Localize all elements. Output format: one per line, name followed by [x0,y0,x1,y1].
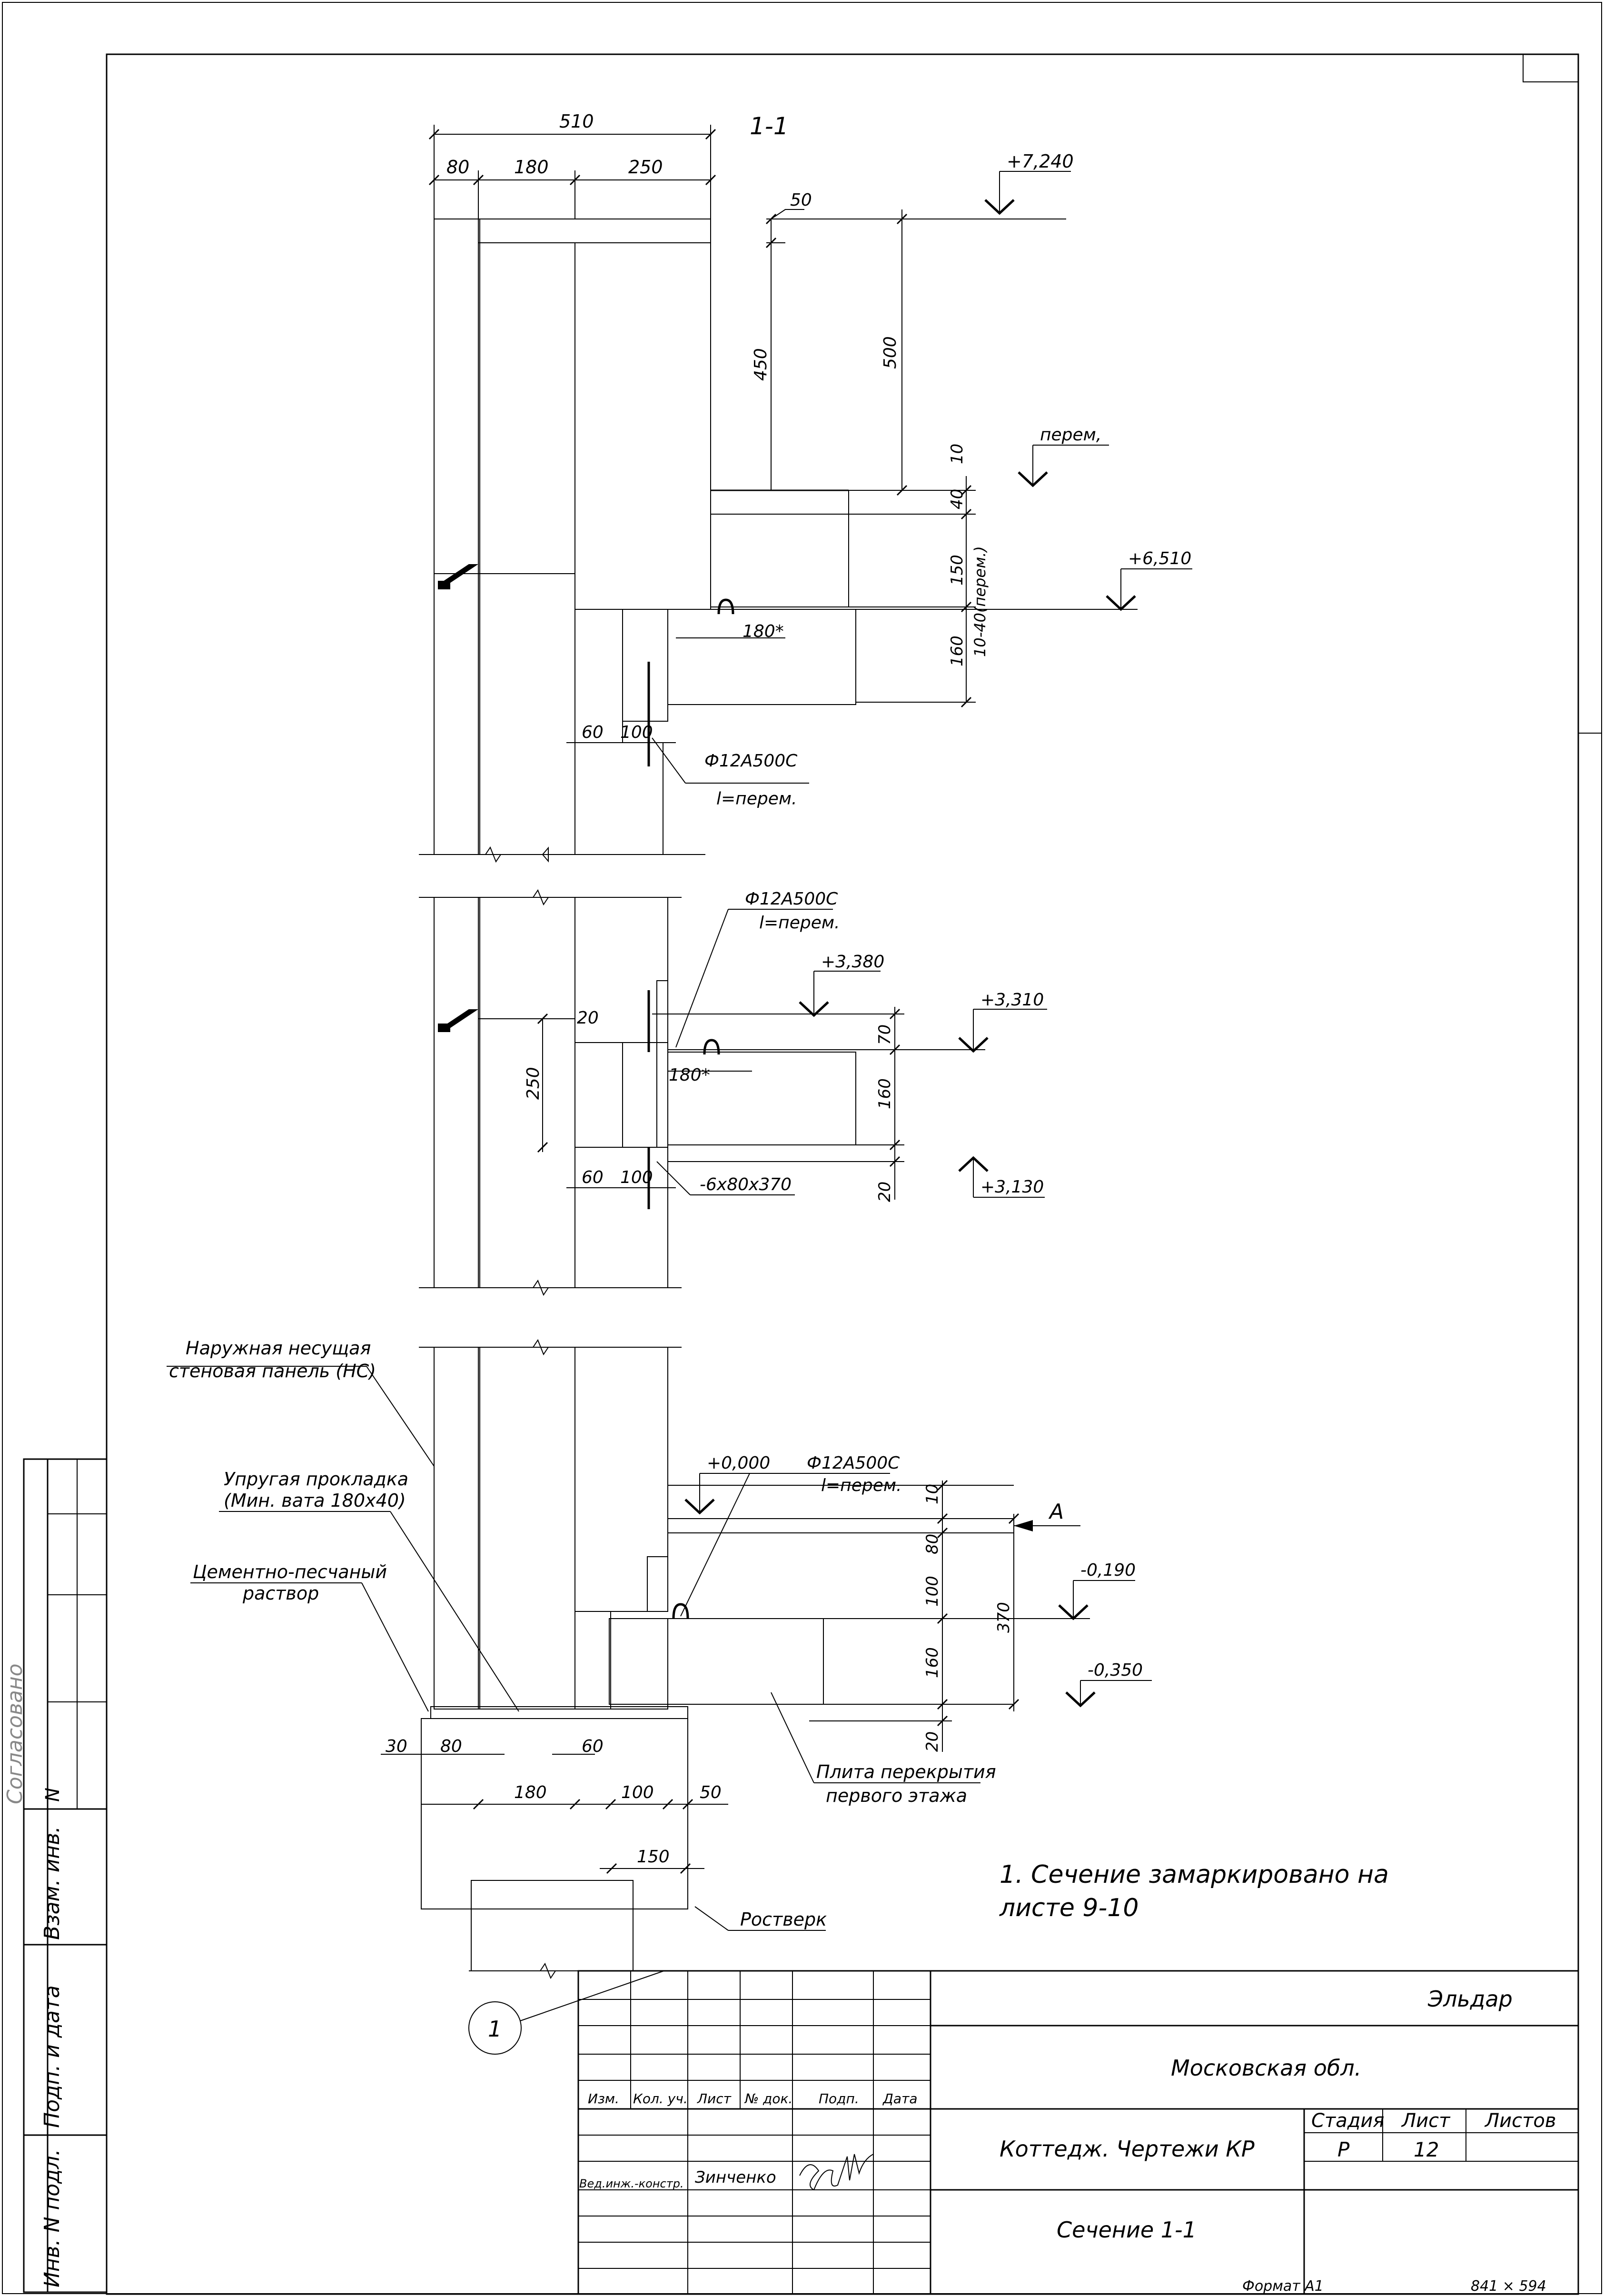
callout-slab-line2: первого этажа [826,1785,968,1806]
dim-70-mid: 70 [875,1024,894,1045]
stamp-n: N [42,1788,64,1802]
col-izm: Изм. [588,2091,619,2107]
sheet-outer-border [2,2,1602,2294]
stamp-inv-orig: Инв. N подл. [40,2149,64,2287]
dim-100-found: 100 [621,1783,654,1802]
dim-40: 40 [948,488,967,509]
middle-slab [668,1040,856,1145]
detail-bubble [469,1971,664,2054]
level-mark-0000 [685,1453,771,1513]
dim-160: 160 [948,636,967,666]
dim-20-mid: 20 [577,1008,599,1028]
level-mark-3130 [959,1158,1045,1197]
rebar-upper-label [652,738,809,808]
rebar-upper-text: Ф12А500С [704,751,798,771]
dim-80: 80 [446,157,470,178]
note-line2: листе 9-10 [1000,1894,1139,1922]
sheet-label: Лист [1402,2110,1450,2132]
rebar-mid-text: Ф12А500С [745,889,838,909]
callout-slab-line1: Плита перекрытия [816,1761,996,1782]
level-mark-3310 [895,990,1047,1051]
dim-180-mid: 180* [669,1065,710,1085]
level-upper-slab: +6,510 [1128,549,1192,568]
dim-160-low: 160 [923,1647,942,1678]
col-list: Лист [697,2091,731,2107]
stamp-sign-date: Подп. и дата [40,1985,64,2128]
middle-dimensions [524,1007,904,1202]
level-floor-var: перем, [1040,425,1102,445]
dim-50-found: 50 [700,1783,722,1802]
dim-500: 500 [881,336,900,369]
callout-mortar-line2: раствор [243,1583,319,1604]
rebar-mid-length: l=перем. [759,913,840,933]
signature-mark [800,2154,873,2190]
project-text: Коттедж. Чертежи КР [1000,2136,1255,2162]
format-size: 841 × 594 [1471,2278,1546,2295]
level-mid-slab: +3,310 [980,990,1044,1010]
stage-value: Р [1337,2138,1350,2161]
dim-20b-mid: 20 [875,1181,894,1202]
col-sign: Подп. [819,2091,859,2107]
sheet-value: 12 [1414,2138,1439,2161]
stamp-agreed: Согласовано [3,1663,27,1804]
dim-100: 100 [620,723,653,742]
callout-mortar-line1: Цементно-песчаный [193,1561,387,1582]
dim-180-found: 180 [514,1783,547,1802]
dim-180: 180 [514,157,549,178]
dim-150-found: 150 [637,1847,670,1867]
dim-10-low: 10 [923,1483,942,1504]
dim-160-mid: 160 [875,1078,894,1109]
callout-mortar [190,1561,428,1711]
upper-wall [434,219,711,861]
level-zero: +0,000 [707,1453,771,1473]
callout-panel-line2: стеновая панель (НС) [169,1361,376,1382]
callout-panel-line1: Наружная несущая [186,1338,371,1359]
level-top: +7,240 [1007,151,1074,172]
dim-10: 10 [948,443,967,464]
dim-510: 510 [559,111,594,132]
dim-250-mid: 250 [524,1067,543,1100]
section-mark-a: А [1050,1500,1064,1524]
callout-slab [771,1692,996,1806]
left-stamp [3,1459,107,2292]
sheets-label: Листов [1485,2110,1556,2132]
drawing-frame [107,54,1578,2294]
dim-250: 250 [628,157,663,178]
sheet-title-text: Сечение 1-1 [1057,2217,1197,2243]
rebar-low-text: Ф12А500С [807,1453,900,1473]
level-mark-7240 [902,151,1074,219]
callout-grillage-text: Ростверк [740,1909,827,1930]
role-text: Вед.инж.-констр. [579,2177,684,2190]
stage-label: Стадия [1311,2110,1385,2132]
dim-80-found: 80 [440,1737,462,1756]
col-date: Дата [883,2091,918,2107]
location-text: Московская обл. [1171,2055,1362,2081]
dim-60: 60 [582,723,604,742]
rebar-low-label [681,1453,901,1616]
callout-gasket-line1: Упругая прокладка [224,1469,409,1490]
engineer-name: Зинченко [695,2168,776,2187]
dim-80-low: 80 [923,1533,942,1554]
callout-panel [167,1338,434,1466]
level-mark-minus350 [1066,1660,1152,1706]
title-block [578,1971,1578,2294]
top-dimensions [429,111,715,219]
level-mark-minus190 [1014,1560,1136,1619]
dim-60-mid: 60 [582,1168,604,1187]
dim-370-low: 370 [994,1602,1013,1633]
dim-100-low: 100 [923,1576,942,1607]
dim-100-mid: 100 [620,1168,653,1187]
corner-tab [1523,54,1578,82]
dim-180-star: 180* [743,622,784,641]
lower-dimensions [381,1481,1019,1873]
author-text: Эльдар [1428,1986,1513,2012]
col-doc-no: № док. [745,2091,793,2107]
rebar-upper-length: l=перем. [716,789,797,809]
rebar-low-length: l=перем. [821,1476,902,1495]
dim-30-found: 30 [386,1737,407,1756]
callout-grillage [695,1907,827,1930]
level-minus190: -0,190 [1080,1560,1136,1580]
callout-gasket-line2: (Мин. вата 180х40) [224,1490,406,1511]
level-mark-3380 [800,952,884,1015]
rebar-mid-label [657,889,840,1195]
dim-150: 150 [948,555,967,586]
level-mid-top: +3,380 [821,952,885,972]
dim-20-low: 20 [923,1731,942,1752]
stamp-inv-replace: Взам. инв. [40,1826,64,1940]
foundation-grillage [421,1719,688,1971]
section-title: 1-1 [750,112,789,140]
col-kol-uch: Кол. уч. [633,2091,688,2107]
level-mid-bottom: +3,130 [980,1177,1044,1197]
plate-mid-text: -6х80х370 [700,1175,792,1194]
dim-50: 50 [790,190,812,210]
dim-450: 450 [751,348,771,381]
level-mark-6510 [856,549,1192,609]
note-line1: 1. Сечение замаркировано на [1000,1860,1389,1889]
upper-dimensions [566,190,1009,743]
section-cut-a [1014,1500,1080,1531]
level-mark-floor [1019,425,1109,486]
middle-wall [434,897,668,1288]
level-minus350: -0,350 [1088,1660,1143,1680]
dim-10-40: 10-40(перем.) [971,546,989,657]
dim-60-found: 60 [582,1737,604,1756]
format-label: Формат А1 [1242,2278,1324,2295]
detail-number: 1 [488,2016,502,2042]
